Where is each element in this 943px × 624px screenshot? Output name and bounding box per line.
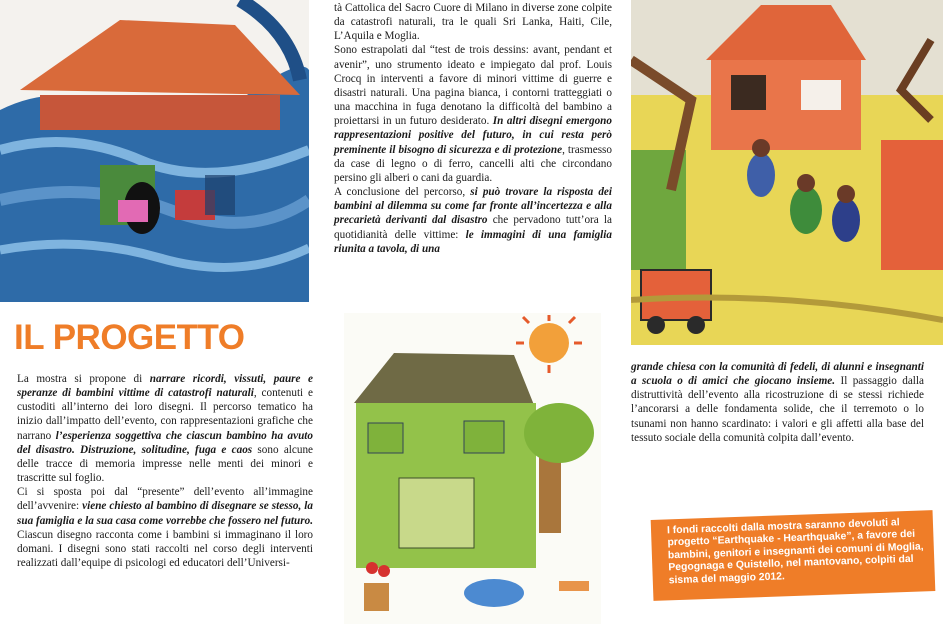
paragraph — [631, 360, 924, 445]
body-text: Il passaggio dalla distruttività dell’evento alla ricostruzione di se stessi richiede l’ancorarsi a delle fondamenta solide, che il terremoto o lo tsunami non hanno scardinato: i valori e gli affetti alla base del tessuto sociale della comunità colpita dall’evento. — [631, 375, 924, 444]
body-text: , contenuti e custoditi all’interno dei loro disegni. Il percorso tematico ha inizio dall’impatto dell’evento, con rappresentazioni grafiche che narrano — [17, 387, 313, 442]
body-text: che pervadono tutt’ora la quotidianità delle vittime: — [334, 214, 613, 241]
body-text: , trasmesso da case di legno o di ferro, cancelli alti che circondano persino gli alberi o cani da guardia. — [334, 143, 612, 184]
emphasis-text: grande chiesa con la comunità di fedeli, di alunni e insegnanti a scuola o di amici che giocano insieme. — [631, 361, 924, 388]
flood-drawing-image — [0, 0, 309, 302]
body-text: sono alcune delle tracce di memoria impresse nelle menti dei minori e trascritte sul foglio. — [17, 443, 314, 485]
emphasis-text: l’esperienza soggettiva che ciascun bambino ha avuto del disastro. Distruzione, solitudine, fuga e caos — [17, 429, 313, 456]
family-village-drawing-image — [631, 0, 943, 345]
paragraph — [17, 372, 313, 485]
emphasis-text: narrare ricordi, vissuti, paure e speranze di bambini vittime di catastrofi naturali — [17, 373, 313, 400]
emphasis-text: In altri disegni emergono rappresentazioni positive del futuro, in cui resta però preminente il bisogno di sicurezza e di protezione — [334, 115, 612, 156]
body-text: Sono estrapolati dal “test de trois dessins: avant, pendant et avenir”, uno strumento ideato e impiegato dal prof. Louis Crocq in interventi a favore di minori vittime di guerre e disastri naturali. Una pagina bianca, i contorni tratteggiati o una macchina in fuga denotano la difficoltà del bambino a proiettarsi in un futuro desiderato. — [334, 44, 612, 128]
emphasis-text: si può trovare la risposta dei bambini al dilemma su come far fronte all’incertezza e alla precarietà derivanti dal disastro — [334, 186, 613, 227]
emphasis-text: viene chiesto al bambino di disegnare se stesso, la sua famiglia e la sua casa come vorrebbe che fossero nel futuro. — [17, 500, 314, 527]
funding-callout-box — [651, 510, 936, 601]
paragraph — [334, 43, 612, 185]
middle-text-column — [334, 1, 612, 256]
body-text: Ci si sposta poi dal “presente” dell’evento all’immagine dell’avvenire: — [17, 486, 313, 513]
body-text: La mostra si propone di — [17, 373, 150, 385]
left-text-column — [17, 372, 313, 570]
body-text: Ciascun disegno racconta come i bambini si immaginano il loro domani. I disegni sono stati raccolti nel corso degli interventi realizzati dall’equipe di psicologi ed educatori dell’Universi- — [17, 528, 313, 570]
paragraph — [334, 1, 612, 43]
green-house-drawing-image — [344, 313, 601, 624]
right-text-column — [631, 360, 924, 445]
paragraph — [17, 485, 313, 570]
body-text: A conclusione del percorso, — [334, 186, 471, 199]
section-title: IL PROGETTO — [14, 318, 245, 357]
funding-callout-text: I fondi raccolti dalla mostra saranno devoluti al progetto “Earthquake - Hearthquake”, a favore dei bambini, genitori e insegnanti dei comuni di Moglia, Pegognaga e Quistello, nel mantovano, colpiti dal sisma del maggio 2012. — [666, 517, 924, 586]
emphasis-text: le immagini di una famiglia riunita a tavola, di una — [334, 228, 612, 255]
paragraph — [334, 185, 612, 256]
body-text: tà Cattolica del Sacro Cuore di Milano in diverse zone colpite da catastrofi naturali, tra le quali Sri Lanka, Haiti, Cile, L’Aquila e Moglia. — [334, 2, 612, 43]
